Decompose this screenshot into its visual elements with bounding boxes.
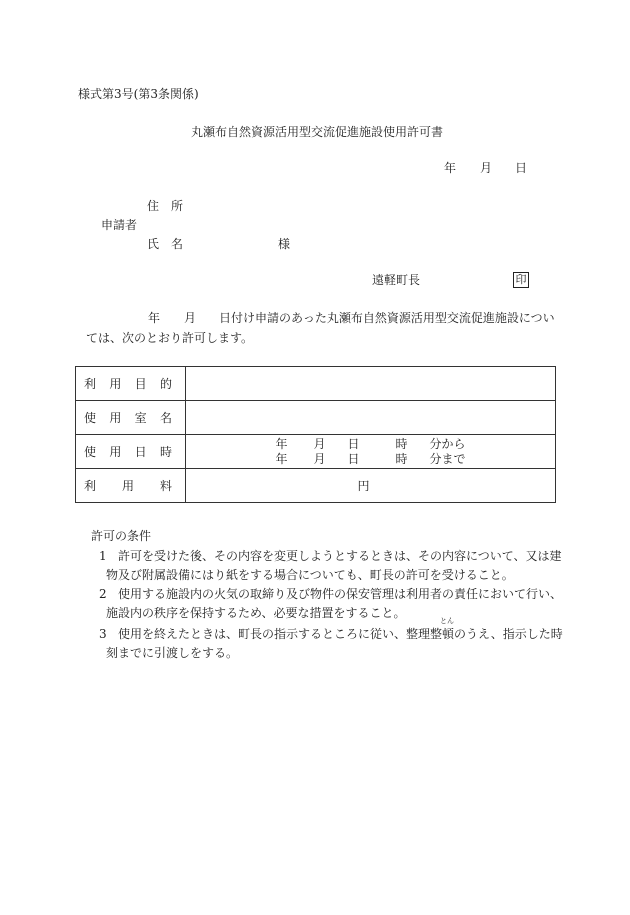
table-row	[76, 401, 556, 435]
date-year: 年	[444, 161, 457, 175]
issuer-name: 遠軽町長	[372, 273, 421, 287]
table-row	[76, 367, 556, 401]
name-label: 氏 名	[147, 237, 184, 251]
address-label: 住 所	[147, 199, 184, 213]
condition-1-line2: 物及び附属設備にはり紙をする場合についても、町長の許可を受けること。	[106, 568, 514, 582]
applicant-label: 申請者	[101, 218, 138, 232]
body-year: 年	[148, 311, 161, 325]
condition-3-number: 3	[99, 627, 107, 641]
fee-label: 利 用 料	[76, 469, 186, 503]
condition-2-line1: 使用する施設内の火気の取締り及び物件の保安管理は利用者の責任において行い、	[118, 587, 563, 601]
condition-3-line2: 刻までに引渡しをする。	[106, 646, 239, 660]
datetime-from: 年 月 日 時 分から	[275, 436, 466, 451]
conditions-heading: 許可の条件	[91, 529, 152, 543]
body-line2: ては、次のとおり許可します。	[86, 331, 254, 345]
room-value	[186, 401, 556, 435]
date-month: 月	[480, 161, 493, 175]
permit-table	[75, 366, 556, 503]
seal-mark: 印	[513, 272, 529, 288]
date-day: 日	[515, 161, 528, 175]
condition-1-line1: 許可を受けた後、その内容を変更しようとするときは、その内容について、又は建	[118, 549, 562, 563]
condition-2-number: 2	[99, 587, 107, 601]
table-row	[76, 435, 556, 469]
purpose-value	[186, 367, 556, 401]
condition-3-line1: 使用を終えたときは、町長の指示するところに従い、整理整頓のうえ、指示した時	[118, 627, 563, 641]
datetime-to: 年 月 日 時 分まで	[275, 451, 466, 466]
table-row	[76, 469, 556, 503]
body-month: 月	[184, 311, 197, 325]
datetime-label: 使 用 日 時	[76, 435, 186, 469]
condition-1-number: 1	[99, 549, 107, 563]
form-number: 様式第3号(第3条関係)	[78, 87, 199, 101]
body-line1: 日付け申請のあった丸瀬布自然資源活用型交流促進施設につい	[219, 311, 555, 325]
honorific: 様	[278, 237, 291, 251]
fee-value: 円	[186, 469, 556, 503]
document-title: 丸瀬布自然資源活用型交流促進施設使用許可書	[191, 125, 444, 139]
condition-2-line2: 施設内の秩序を保持するため、必要な措置をすること。	[106, 606, 406, 620]
purpose-label: 利 用 目 的	[76, 367, 186, 401]
datetime-value	[186, 435, 556, 469]
room-label: 使 用 室 名	[76, 401, 186, 435]
ruby-annotation: とん	[440, 617, 454, 625]
